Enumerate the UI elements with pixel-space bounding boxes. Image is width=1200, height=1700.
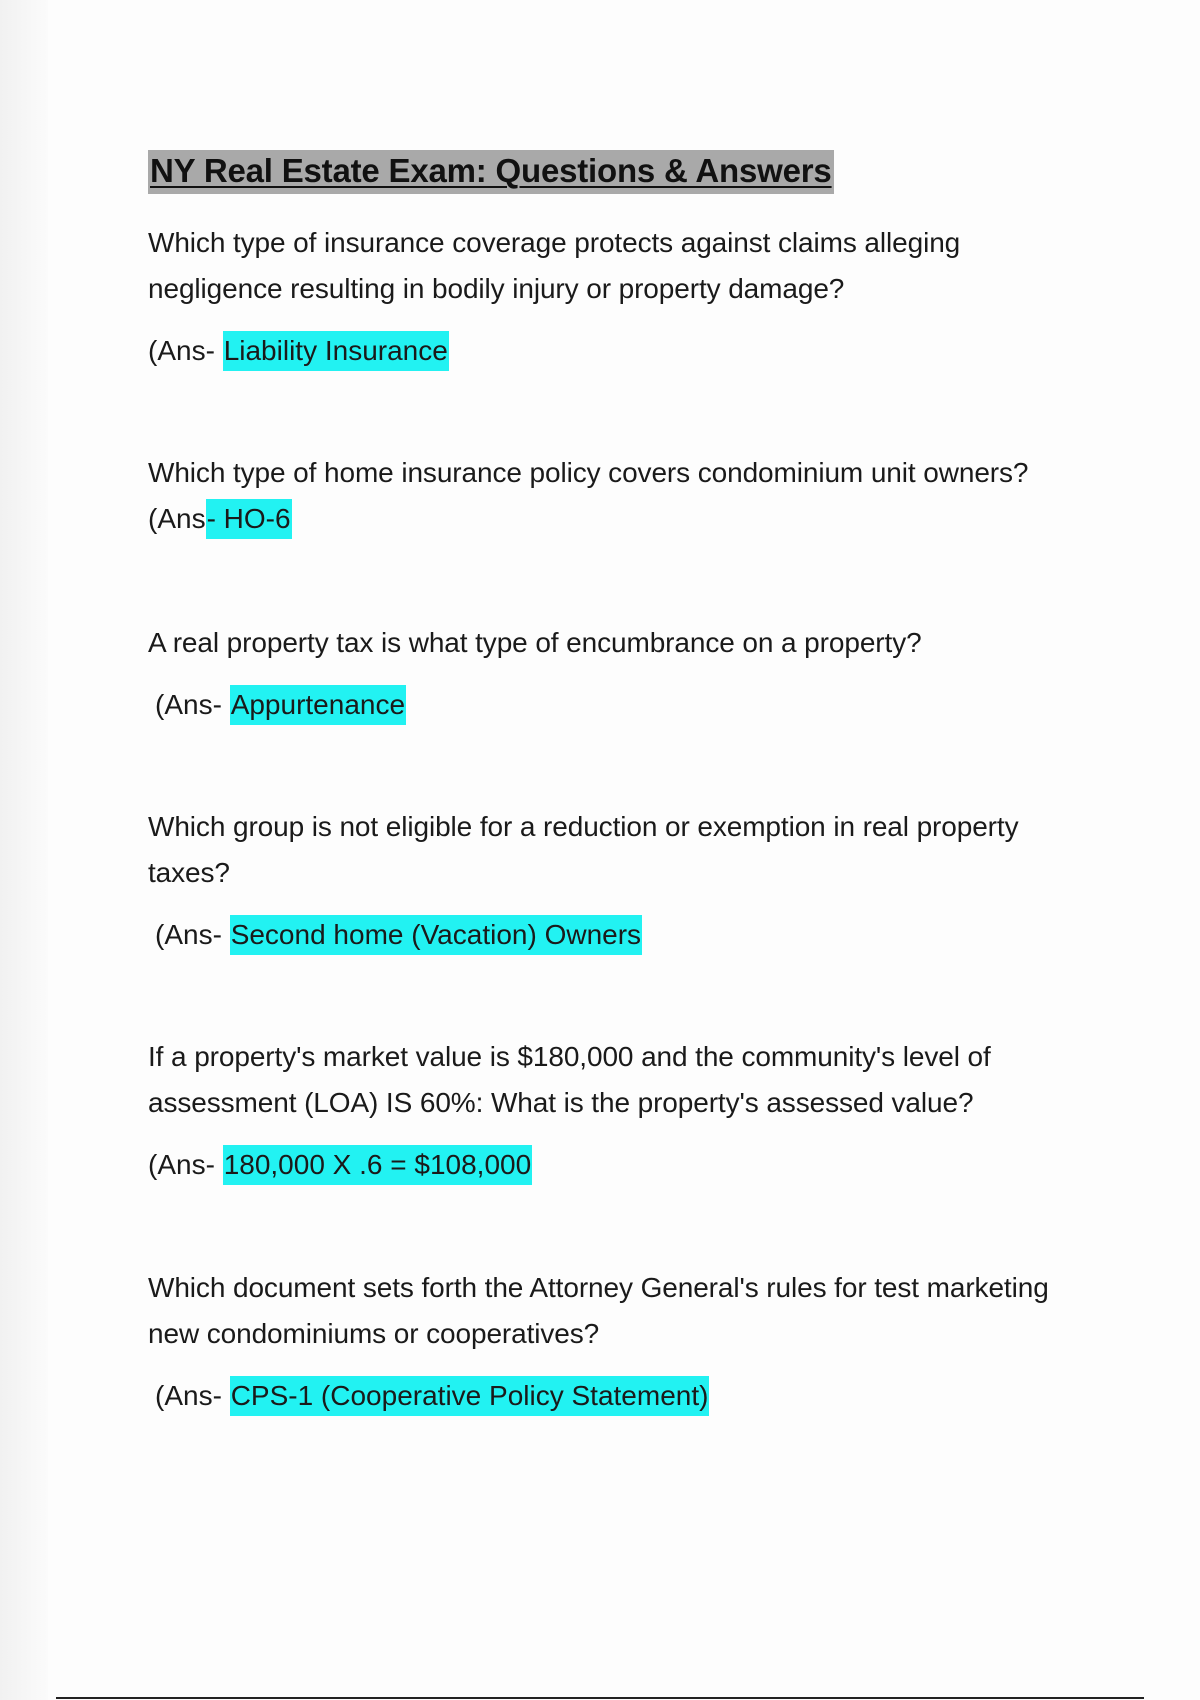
page-shadow-edge: [0, 0, 48, 1700]
question-text: If a property's market value is $180,000 and the community's level of assessment (LOA) IS 60%: What is the property's assessed value?: [148, 1041, 991, 1118]
bottom-rule: [56, 1697, 1144, 1699]
qa-item-4: [148, 804, 1098, 958]
question-text: Which document sets forth the Attorney General's rules for test marketing new condominiums or cooperatives?: [148, 1272, 1049, 1349]
answer-highlight: - HO-6: [206, 499, 292, 539]
answer-prefix: (Ans-: [155, 919, 230, 950]
document-title: NY Real Estate Exam: Questions & Answers: [148, 150, 834, 194]
answer-highlight: CPS-1 (Cooperative Policy Statement): [230, 1376, 710, 1416]
question-text: Which group is not eligible for a reduction or exemption in real property taxes?: [148, 811, 1019, 888]
answer-highlight: Second home (Vacation) Owners: [230, 915, 642, 955]
answer-line: [148, 912, 1098, 958]
answer-prefix: (Ans-: [155, 1380, 230, 1411]
answer-line: [148, 328, 1098, 374]
answer-prefix: (Ans-: [155, 689, 230, 720]
answer-prefix: (Ans-: [148, 1149, 223, 1180]
answer-highlight: Appurtenance: [230, 685, 406, 725]
question-text: Which type of insurance coverage protects against claims alleging negligence resulting in bodily injury or property damage?: [148, 227, 961, 304]
answer-prefix: (Ans: [148, 503, 206, 534]
question-text: Which type of home insurance policy covers condominium unit owners?: [148, 457, 1029, 488]
answer-line: [148, 496, 1098, 542]
answer-highlight: 180,000 X .6 = $108,000: [223, 1145, 533, 1185]
qa-item-5: [148, 1034, 1098, 1188]
answer-prefix: (Ans-: [148, 335, 223, 366]
question-text: A real property tax is what type of encumbrance on a property?: [148, 627, 922, 658]
answer-highlight: Liability Insurance: [223, 331, 449, 371]
qa-item-2: [148, 450, 1098, 542]
qa-item-6: [148, 1265, 1098, 1419]
qa-item-1: [148, 220, 1098, 374]
answer-line: [148, 682, 1098, 728]
answer-line: [148, 1373, 1098, 1419]
answer-line: [148, 1142, 1098, 1188]
qa-item-3: [148, 620, 1098, 728]
